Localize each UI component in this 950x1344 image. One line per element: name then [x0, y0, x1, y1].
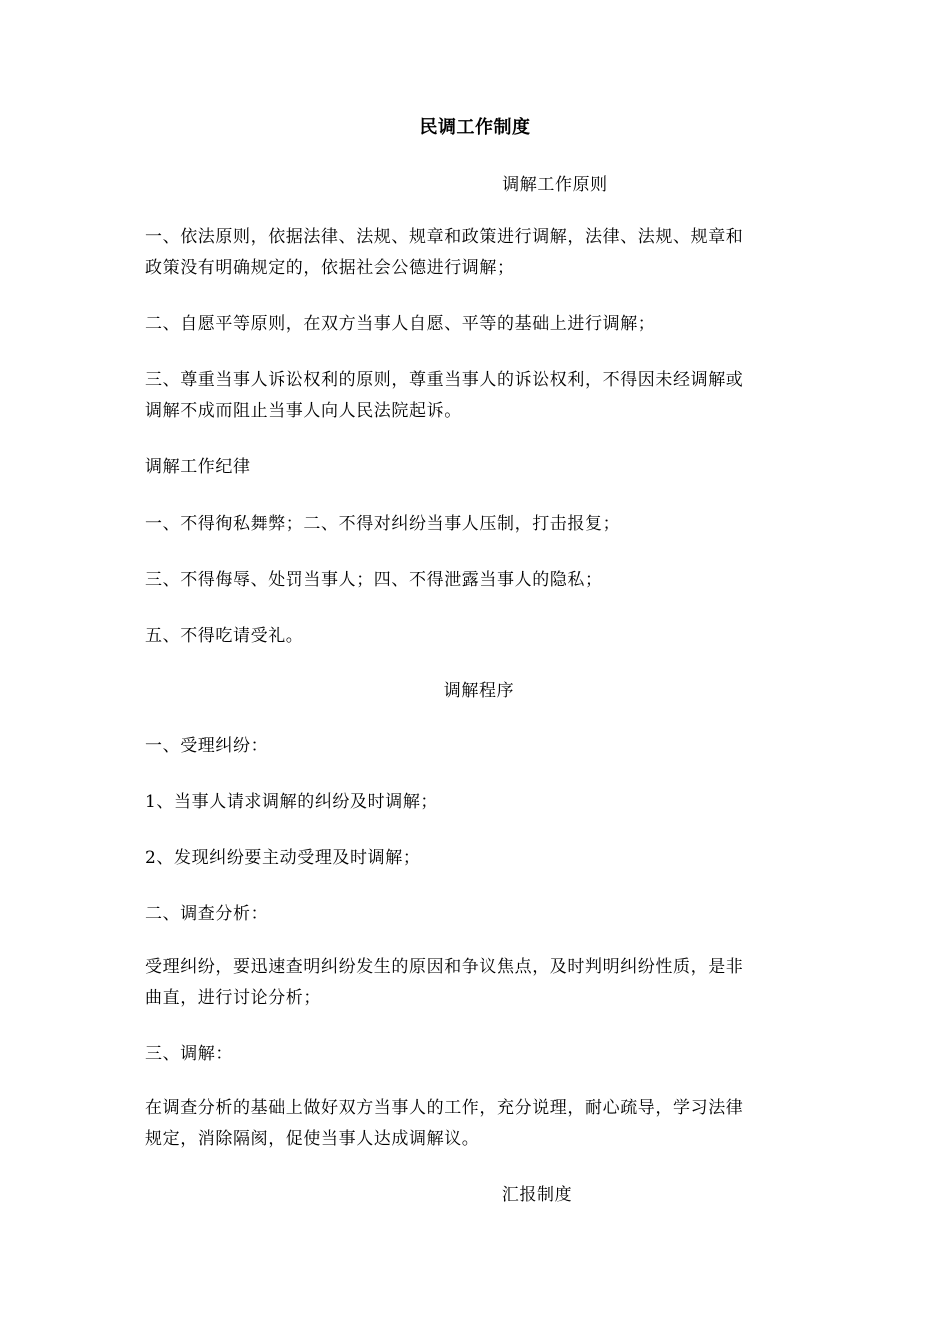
discipline-1-text: 一、不得徇私舞弊；二、不得对纠纷当事人压制，打击报复； [145, 514, 621, 534]
procedure-2 [145, 899, 805, 930]
principle-1 [145, 222, 805, 284]
discipline-3 [145, 621, 805, 652]
procedure-1-b-text: 2、发现纠纷要主动受理及时调解； [145, 848, 421, 868]
discipline-2 [145, 565, 805, 596]
procedure-2-text: 二、调查分析： [145, 904, 269, 924]
procedure-1-text: 一、受理纠纷： [145, 736, 269, 756]
principle-3-line1: 三、尊重当事人诉讼权利的原则，尊重当事人的诉讼权利，不得因未经调解或 [145, 370, 744, 390]
discipline-2-text: 三、不得侮辱、处罚当事人；四、不得泄露当事人的隐私； [145, 570, 603, 590]
procedure-3-body [145, 1093, 805, 1155]
principle-3-line2: 调解不成而阻止当事人向人民法院起诉。 [145, 401, 462, 421]
document-title-text: 民调工作制度 [419, 117, 531, 138]
procedure-1-a [145, 787, 805, 818]
document-title [0, 116, 950, 140]
principles-heading: 调解工作原则 [502, 175, 608, 195]
procedure-3-text: 三、调解： [145, 1044, 233, 1064]
procedure-2-body-line2: 曲直，进行讨论分析； [145, 988, 321, 1008]
procedure-3-body-line2: 规定，消除隔阂，促使当事人达成调解议。 [145, 1129, 480, 1149]
discipline-1 [145, 509, 805, 540]
principle-2-text: 二、自愿平等原则，在双方当事人自愿、平等的基础上进行调解； [145, 314, 656, 334]
procedure-3 [145, 1039, 805, 1070]
report-heading: 汇报制度 [501, 1185, 573, 1205]
discipline-heading [145, 452, 805, 483]
procedure-3-body-line1: 在调查分析的基础上做好双方当事人的工作，充分说理，耐心疏导，学习法律 [145, 1098, 744, 1118]
principle-1-line1: 一、依法原则，依据法律、法规、规章和政策进行调解，法律、法规、规章和 [145, 227, 744, 247]
procedure-1-a-text: 1、当事人请求调解的纠纷及时调解； [145, 792, 439, 812]
procedure-2-body [145, 952, 805, 1014]
principle-2 [145, 309, 805, 340]
discipline-heading-text: 调解工作纪律 [145, 457, 251, 477]
procedure-1 [145, 731, 805, 762]
discipline-3-text: 五、不得吃请受礼。 [145, 626, 304, 646]
principle-1-line2: 政策没有明确规定的，依据社会公德进行调解； [145, 258, 515, 278]
procedure-1-b [145, 843, 805, 874]
procedure-2-body-line1: 受理纠纷，要迅速查明纠纷发生的原因和争议焦点，及时判明纠纷性质，是非 [145, 957, 744, 977]
principle-3 [145, 365, 805, 427]
procedure-heading: 调解程序 [443, 681, 515, 701]
